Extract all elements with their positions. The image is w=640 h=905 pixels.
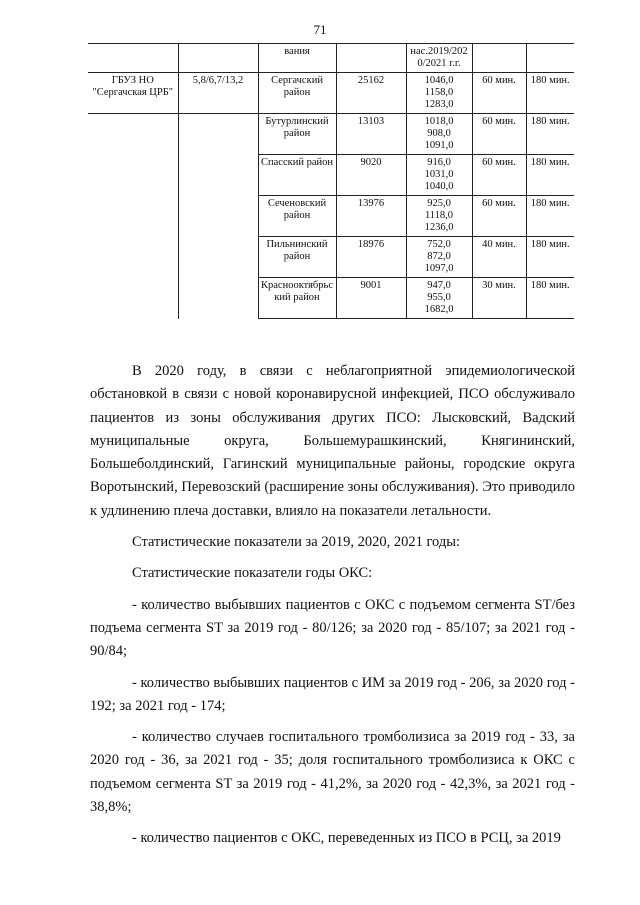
rates-cell [406,114,472,155]
rate-value: 1091,0 [424,140,454,151]
rate-value: 1118,0 [424,210,454,221]
empty-cell [178,155,258,196]
body-text [90,360,575,851]
population-cell: 9020 [336,155,406,196]
header-cell [88,44,178,73]
paragraph: - количество выбывших пациентов с ОКС с подъемом сегмента ST/без подъема сегмента ST за 2019 год - 80/126; за 2020 год - 85/107; за 2021 год - 90/84; [90,596,575,660]
population-cell: 9001 [336,278,406,319]
paragraph: - количество пациентов с ОКС, переведенных из ПСО в РСЦ, за 2019 [132,830,561,847]
time2-cell: 180 мин. [526,73,574,114]
header-cell [178,44,258,73]
paragraph: - количество выбывших пациентов с ИМ за 2019 год - 206, за 2020 год - 192; за 2021 год - 174; [90,674,575,714]
time2-cell: 180 мин. [526,237,574,278]
table-header-row [88,44,574,73]
rate-value: 1018,0 [424,116,454,127]
rate-value: 1158,0 [424,87,454,98]
rate-value: 955,0 [427,292,451,303]
empty-cell [178,196,258,237]
paragraph: - количество случаев госпитального тромболизиса за 2019 год - 33, за 2020 год - 36, за 2021 год - 35; доля госпитального тромболизиса к ОКС с подъемом сегмента ST за 2019 год - 41,2%, за 2020 год - 42,3%, за 2021 год - 38,8%; [90,729,575,816]
table-row [88,155,574,196]
rates-cell [406,155,472,196]
header-cell [526,44,574,73]
rate-value: 908,0 [427,128,451,139]
empty-cell [88,155,178,196]
header-cell [336,44,406,73]
header-cell: нас.2019/2020/2021 г.г. [406,44,472,73]
table-row [88,196,574,237]
rate-value: 1040,0 [424,181,454,192]
empty-cell [88,237,178,278]
empty-cell [88,196,178,237]
time1-cell: 30 мин. [472,278,526,319]
table-row [88,237,574,278]
empty-cell [88,278,178,319]
time1-cell: 60 мин. [472,196,526,237]
rates-cell [406,196,472,237]
rate-value: 1097,0 [424,263,454,274]
org-name-cell: ГБУЗ НО "Сергачская ЦРБ" [88,73,178,114]
rate-value: 1046,0 [424,75,454,86]
district-cell: Пильнинский район [258,237,336,278]
time1-cell: 60 мин. [472,73,526,114]
district-cell: Бутурлинский район [258,114,336,155]
rate-value: 752,0 [427,239,451,250]
header-cell [472,44,526,73]
paragraph: Статистические показатели за 2019, 2020, 2021 годы: [132,534,461,551]
rate-value: 925,0 [427,198,451,209]
population-cell: 13976 [336,196,406,237]
empty-cell [88,114,178,155]
population-cell: 18976 [336,237,406,278]
rates-cell [406,73,472,114]
time2-cell: 180 мин. [526,155,574,196]
rate-value: 1283,0 [424,99,454,110]
district-cell: Краснооктябрьский район [258,278,336,319]
time2-cell: 180 мин. [526,114,574,155]
district-cell: Сергачский район [258,73,336,114]
population-cell: 13103 [336,114,406,155]
rate-value: 947,0 [427,280,451,291]
time2-cell: 180 мин. [526,278,574,319]
time1-cell: 60 мин. [472,114,526,155]
empty-cell [178,237,258,278]
empty-cell [178,278,258,319]
table-row [88,278,574,319]
time1-cell: 40 мин. [472,237,526,278]
population-cell: 25162 [336,73,406,114]
empty-cell [178,114,258,155]
table-row [88,73,574,114]
district-cell: Сеченовский район [258,196,336,237]
page-number: 71 [313,22,327,37]
table-row [88,114,574,155]
rate-value: 1031,0 [424,169,454,180]
rates-cell [406,278,472,319]
time2-cell: 180 мин. [526,196,574,237]
rate-value: 1682,0 [424,304,454,315]
rate-value: 872,0 [427,251,451,262]
rate-value: 1236,0 [424,222,454,233]
rates-cell [406,237,472,278]
org-values-cell: 5,8/6,7/13,2 [178,73,258,114]
header-cell: вания [258,44,336,73]
district-cell: Спасский район [258,155,336,196]
paragraph: В 2020 году, в связи с неблагоприятной эпидемиологической обстановкой в связи с новой коронавирусной инфекцией, ПСО обслуживало пациентов из зоны обслуживания других ПСО: Лысковский, Вадский муниципальные округа, Большемурашкинский, Княгининский, Большеболдинский, Гагинский муниципальные районы, городские округа Воротынский, Перевозский (расширение зоны обслуживания). Это приводило к удлинению плеча доставки, влияло на показатели летальности. [90,363,575,519]
paragraph: Статистические показатели годы ОКС: [132,565,373,582]
time1-cell: 60 мин. [472,155,526,196]
data-table [88,43,574,319]
rate-value: 916,0 [427,157,451,168]
